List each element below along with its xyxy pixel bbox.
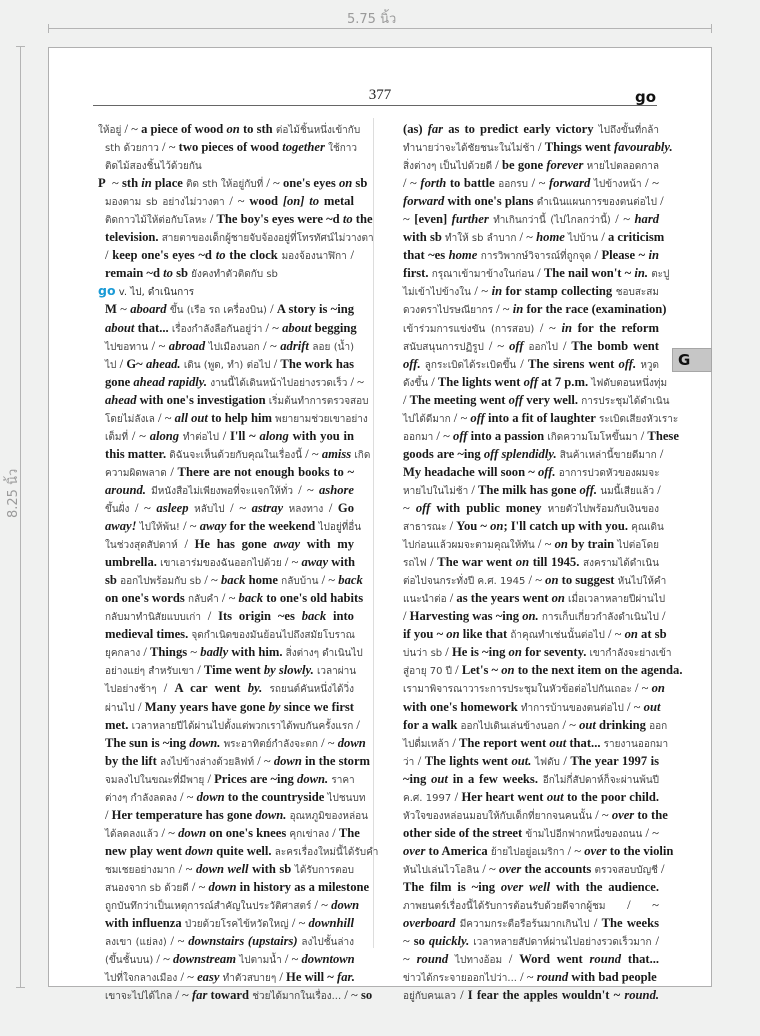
- entry-line: medieval times. จุดกำเนิดของมันย้อนไปถึงสมัยโบราณ: [105, 627, 355, 642]
- entry-line: เรามาพิจารณาวาระการประชุมในหัวข้อต่อไปกันเถอะ / ~ on: [403, 681, 665, 696]
- entry-line: / keep one's eyes ~d to the clock มองจ้องนาฬิกา /: [105, 248, 355, 263]
- entry-line: มองตาม sb อย่างไม่วางตา / ~ wood [on] to metal: [105, 194, 354, 209]
- entry-line: แนะนำต่อ / as the years went on เมื่อเวลาหลายปีผ่านไป: [403, 591, 666, 606]
- entry-line: My headache will soon ~ off. อาการปวดหัวของผมจะ: [403, 464, 660, 479]
- entry-line: ไป / G~ ahead. เดิน (พูด, ทำ) ต่อไป / The work has: [105, 356, 355, 371]
- entry-line: โดยไม่ลังเล / ~ all out to help him พยายามช่วยเขาอย่าง: [105, 410, 368, 425]
- entry-line: The film is ~ing over well with the audience.: [403, 879, 659, 894]
- entry-line: that ~es home การวิพากษ์วิจารณ์ที่ถูกจุด / Please ~ in: [403, 248, 659, 263]
- entry-line: จมลงไปในขณะที่มีพายุ / Prices are ~ing down. ราคา: [105, 771, 355, 786]
- entry-line: สนับสนุนการปฏิรูป / ~ off ออกไป / The bomb went: [403, 338, 659, 353]
- entry-line: ลงเขา (แย่ลง) / ~ downstairs (upstairs) ลงไปชั้นล่าง: [105, 934, 354, 949]
- entry-line: forward with one's plans ดำเนินแผนการของตนต่อไป /: [403, 194, 664, 209]
- running-head: go: [634, 88, 656, 106]
- entry-line: sth ด้วยกาว / ~ two pieces of wood together ใช้กาว: [105, 140, 358, 155]
- entry-line: around. มีหนังสือไม่เพียงพอที่จะแจกให้ทั่ว / ~ ashore: [105, 482, 354, 497]
- entry-line: อยู่กับคนเลว / I fear the apples wouldn't ~ round.: [403, 988, 660, 1003]
- entry-line: on one's words กลับคำ / ~ back to one's old habits: [105, 591, 364, 606]
- right-column: [403, 120, 683, 1004]
- headword-definition: v. ไป, ดำเนินการ: [118, 287, 195, 299]
- entry-line: เข้าร่วมการแข่งขัน (การสอบ) / ~ in for the reform: [403, 320, 659, 335]
- entry-line: with one's homework ทำการบ้านของตนต่อไป / ~ out: [403, 699, 661, 714]
- header-rule: [93, 105, 657, 106]
- entry-line: ชมเชยอย่างมาก / ~ down well with sb ได้รับการตอบ: [105, 861, 354, 876]
- entry-line: ทำนายว่าจะได้ชัยชนะในไม่ช้า / Things went favourably.: [403, 140, 673, 155]
- entry-line: กลับมาทำนิสัยแบบเก่า / Its origin ~es back into: [105, 609, 354, 624]
- entry-line: goods are ~ing off splendidly. สินค้าเหล่านี้ขายดีมาก /: [403, 446, 664, 461]
- entry-line: เขาจะไปได้ไกล / ~ far toward ช่วยได้มากในเรื่อง... / ~ so: [105, 988, 373, 1003]
- entry-line: remain ~d to sb ยังคงทำตัวติดกับ sb: [105, 266, 278, 281]
- entry-line: สาธารณะ / You ~ on; I'll catch up with you. คุณเดิน: [403, 519, 664, 534]
- entry-line: ~ing out in a few weeks. อีกไม่กี่สัปดาห์ก็จะผ่านพ้นปี: [403, 771, 660, 786]
- entry-line: สนองจาก sb ด้วยดี / ~ down in history as a milestone: [105, 879, 370, 894]
- left-column: [98, 120, 379, 1004]
- entry-line: ในช่วงสุดสัปดาห์ / He has gone away with my: [105, 537, 354, 552]
- entry-line: ความผิดพลาด / There are not enough books to ~: [105, 464, 354, 479]
- headword: go: [98, 283, 116, 299]
- entry-line: หันไปเล่นไวโอลิน / ~ over the accounts ตรวจสอบบัญชี /: [403, 861, 665, 876]
- entry-line: met. เวลาหลายปีได้ผ่านไปตั้งแต่พวกเราได้พบกันครั้งแรก /: [105, 717, 360, 732]
- entry-line: (ขึ้นชั้นบน) / ~ downstream ไปตามน้ำ / ~ downtown: [105, 952, 355, 967]
- entry-line: ว่า / The lights went out. ไฟดับ / The year 1997 is: [403, 753, 660, 768]
- entry-line: ไปดื่มเหล้า / The report went out that... รายงานออกมา: [403, 735, 669, 750]
- dictionary-page: [48, 47, 712, 1003]
- height-dimension-label: 8.25 นิ้ว: [6, 468, 21, 518]
- entry-line: P ~ sth in place ติด sth ให้อยู่กับที่ / ~ one's eyes on sb: [98, 176, 368, 191]
- entry-line: ยุคกลาง / Things ~ badly with him. สิ่งต่างๆ ดำเนินไป: [105, 645, 363, 660]
- entry-line: หายไปในไม่ช้า / The milk has gone off. นมนี้เสียแล้ว /: [403, 482, 661, 497]
- entry-line: off. ลูกระเบิดได้ระเบิดขึ้น / The sirens went off. หวูด: [403, 356, 660, 371]
- entry-line: ~ off with public money หายตัวไปพร้อมกับเงินของ: [403, 500, 659, 515]
- entry-line: ให้อยู่ / ~ a piece of wood on to sth ต่อไม้ชิ้นหนึ่งเข้ากับ: [98, 122, 361, 136]
- width-dimension-line: [48, 28, 712, 29]
- entry-line: / Her temperature has gone down. อุณหภูมิของหล่อน: [105, 807, 368, 822]
- entry-line: ~ [even] further ทำเกินกว่านี้ (ไปไกลกว่านี้) / ~ hard: [403, 212, 660, 227]
- entry-line: ต่อไปจนกระทั่งปี ค.ศ. 1945 / ~ on to suggest หันไปให้คำ: [403, 573, 667, 588]
- entry-line: with influenza ป่วยด้วยโรคไข้หวัดใหญ่ / ~ downhill: [105, 916, 354, 931]
- entry-line: away! ไปให้พ้น! / ~ away for the weekend ไปอยู่ที่อื่น: [105, 519, 362, 534]
- entry-line: with sb ทำให้ sb ลำบาก / ~ home ไปบ้าน / a criticism: [403, 230, 665, 245]
- entry-line: new play went down quite well. ละครเรื่องใหม่นี้ได้รับคำ: [105, 843, 379, 858]
- entry-line: ต่างๆ กำลังลดลง / ~ down to the countryside ไปชนบท: [105, 789, 366, 804]
- entry-line: สิ่งต่างๆ เป็นไปด้วยดี / be gone forever หายไปตลอดกาล: [403, 158, 660, 173]
- entry-line: by the lift ลงไปข้างล่างด้วยลิฟท์ / ~ down in the storm: [105, 753, 371, 768]
- page-number: 377: [368, 87, 392, 103]
- entry-line: บ่นว่า sb / He is ~ing on for seventy. เขากำลังจะย่างเข้า: [403, 645, 672, 660]
- entry-line: เต็มที่ / ~ along ทำต่อไป / I'll ~ along with you in: [105, 428, 355, 443]
- entry-line: (as) far as to predict early victory ไปถึงขั้นที่กล้า: [403, 122, 659, 136]
- entry-line: ออกมา / ~ off into a passion เกิดความโมโหขึ้นมา / These: [403, 428, 679, 443]
- entry-line: ดวงตราไปรษณียากร / ~ in for the race (examination): [403, 302, 667, 317]
- entry-line: ไปก่อนแล้วผมจะตามคุณให้ทัน / ~ on by train ไปต่อโดย: [403, 537, 659, 552]
- entry-line: ติดกาวไม้ให้ต่อกับโลหะ / The boy's eyes were ~d to the: [105, 212, 373, 227]
- entry-line: ค.ศ. 1997 / Her heart went out to the poor child.: [403, 789, 660, 804]
- entry-line: ผ่านไป / Many years have gone by since we first: [105, 699, 354, 714]
- entry-line: other side of the street ข้ามไปอีกฟากหนึ่งของถนน / ~: [403, 825, 659, 840]
- entry-line: หัวใจของหล่อนมอบให้กับเด็กที่ยากจนคนนั้น / ~ over to the: [403, 807, 668, 822]
- entry-line: sb ออกไปพร้อมกับ sb / ~ back home กลับบ้าน / ~ back: [105, 573, 363, 588]
- entry-line: / Harvesting was ~ing on. การเก็บเกี่ยวกำลังดำเนินไป /: [403, 609, 666, 624]
- entry-line: ถูกบันทึกว่าเป็นเหตุการณ์สำคัญในประวัติศาสตร์ / ~ down: [105, 898, 360, 913]
- width-dimension-label: 5.75 นิ้ว: [347, 12, 397, 27]
- entry-line: about that... เรื่องกำลังลือกันอยู่ว่า / ~ about begging: [105, 320, 357, 335]
- entry-line: ไปขอทาน / ~ abroad ไปเมืองนอก / ~ adrift ลอย (น้ำ): [105, 338, 354, 353]
- entry-line: / ~ forth to battle ออกรบ / ~ forward ไปข้างหน้า / ~: [403, 176, 659, 191]
- entry-line: first. กรุณาเข้ามาข้างในก่อน / The nail won't ~ in. ตะปู: [403, 266, 670, 281]
- entry-line: ขึ้นฝั่ง / ~ asleep หลับไป / ~ astray หลงทาง / Go: [105, 500, 355, 515]
- entry-line: ไปอย่างช้าๆ / A car went by. รถยนต์คันหนึ่งได้วิ่ง: [105, 681, 355, 696]
- thumb-index-tab[interactable]: G: [672, 348, 712, 372]
- entry-line: television. สายตาของเด็กผู้ชายจับจ้องอยู่ที่โทรทัศน์ไม่วางตา: [105, 230, 374, 245]
- entry-line: ได้ลดลงแล้ว / ~ down on one's knees คุกเข่าลง / The: [105, 825, 360, 840]
- entry-line: ไม่เข้าไปข้างใน / ~ in for stamp collecting ชอบสะสม: [403, 284, 659, 299]
- entry-line: overboard มีความกระตือรือร้นมากเกินไป / The weeks: [403, 916, 659, 931]
- entry-line: this matter. ดิฉันจะเห็นด้วยกับคุณในเรื่องนี้ / ~ amiss เกิด: [105, 446, 371, 461]
- entry-line: ติดไม้สองชิ้นไว้ด้วยกัน: [105, 161, 202, 173]
- entry-line: for a walk ออกไปเดินเล่นข้างนอก / ~ out drinking ออก: [403, 717, 668, 732]
- entry-line: ข่าวได้กระจายออกไปว่า... / ~ round with bad people: [403, 970, 657, 985]
- entry-line: ~ round ไปทางอ้อม / Word went round that...: [403, 952, 660, 967]
- headword-line: [98, 282, 354, 300]
- entry-line: ไปได้ดีมาก / ~ off into a fit of laughter ระเบิดเสียงหัวเราะ: [403, 410, 679, 425]
- entry-line: The sun is ~ing down. พระอาทิตย์กำลังจะตก / ~ down: [105, 735, 366, 750]
- entry-line: if you ~ on like that ถ้าคุณทำเช่นนั้นต่อไป / ~ on at sb: [403, 627, 667, 642]
- entry-line: ahead with one's investigation เริ่มต้นทำการตรวจสอบ: [105, 392, 369, 407]
- entry-line: umbrella. เขาเอาร่มของฉันออกไปด้วย / ~ away with: [105, 555, 356, 570]
- entry-line: สู่อายุ 70 ปี / Let's ~ on to the next item on the agenda.: [403, 663, 683, 678]
- entry-line: ~ so quickly. เวลาหลายสัปดาห์ผ่านไปอย่างรวดเร็วมาก /: [403, 934, 659, 949]
- entry-line: อย่างแย่ๆ สำหรับเขา / Time went by slowly. เวลาผ่าน: [105, 663, 357, 678]
- entry-line: ไปที่ใจกลางเมือง / ~ easy ทำตัวสบายๆ / He will ~ far.: [105, 970, 355, 985]
- entry-line: gone ahead rapidly. งานนี้ได้เดินหน้าไปอย่างรวดเร็ว / ~: [105, 374, 364, 389]
- entry-line: ดังขึ้น / The lights went off at 7 p.m. ไฟดับตอนหนึ่งทุ่ม: [403, 374, 668, 389]
- entry-line: ภาพยนตร์เรื่องนี้ได้รับการต้อนรับด้วยดีจากผู้ชม / ~: [403, 898, 659, 913]
- entry-line: รถไฟ / The war went on till 1945. สงครามได้ดำเนิน: [403, 555, 659, 570]
- entry-line: / The meeting went off very well. การประชุมได้ดำเนิน: [403, 392, 670, 407]
- entry-line: M ~ aboard ขึ้น (เรือ รถ เครื่องบิน) / A story is ~ing: [105, 302, 354, 317]
- entry-line: over to America ย้ายไปอยู่อเมริกา / ~ over to the violin: [403, 843, 674, 858]
